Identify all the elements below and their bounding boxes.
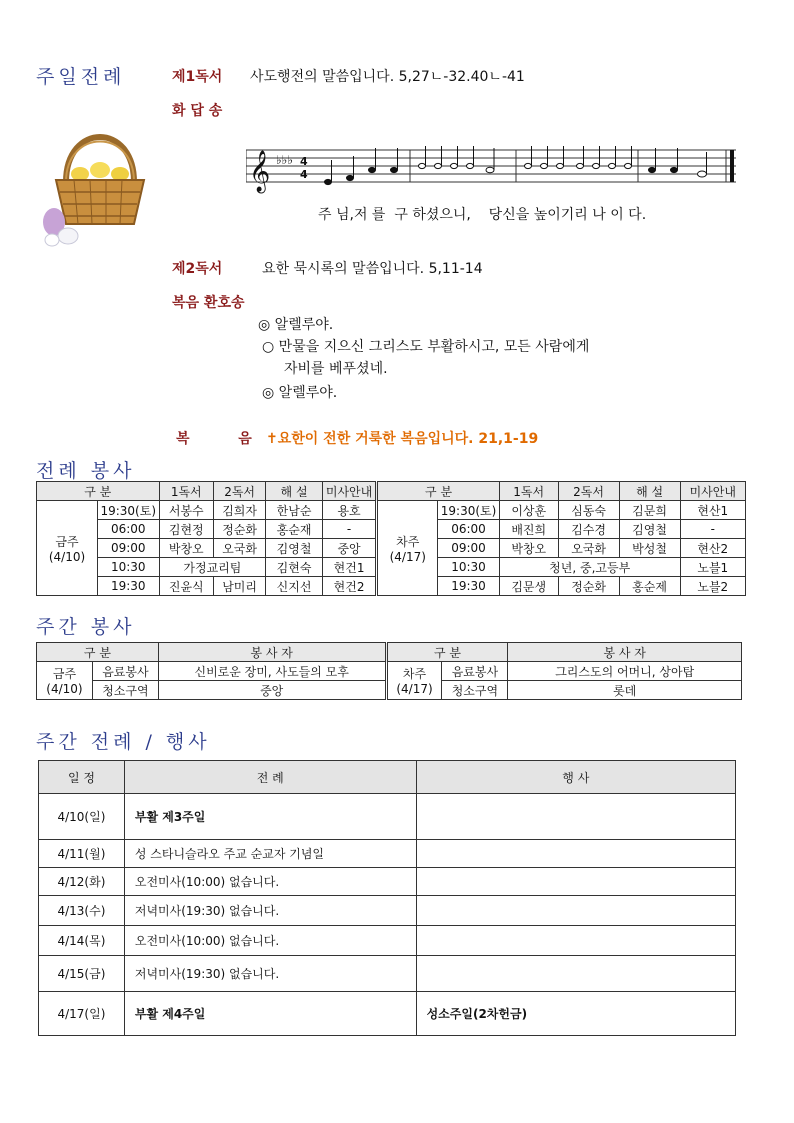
table-row <box>37 501 746 520</box>
table-row <box>39 956 736 992</box>
col-header-commentary: 해 설 <box>619 482 680 501</box>
commentator-cell: 김영철 <box>619 520 680 539</box>
time-cell: 10:30 <box>97 558 159 577</box>
event-cell <box>416 794 735 840</box>
event-cell: 성소주일(2차헌금) <box>416 992 735 1036</box>
reader2-cell: 정순화 <box>558 577 619 596</box>
gospel-text: ✝요한이 전한 거룩한 복음입니다. 21,1-19 <box>266 431 539 447</box>
reader1-cell: 박창오 <box>499 539 558 558</box>
time-cell: 06:00 <box>438 520 500 539</box>
table-row <box>39 992 736 1036</box>
guide-cell: 노블2 <box>680 577 745 596</box>
event-cell <box>416 896 735 926</box>
time-cell: 19:30(토) <box>438 501 500 520</box>
group-label: 금주 <box>52 667 77 681</box>
date-cell: 4/14(목) <box>39 926 125 956</box>
group-date: (4/17) <box>389 549 426 564</box>
reader1-cell: 서봉수 <box>159 501 213 520</box>
svg-text:4: 4 <box>300 155 308 168</box>
role-cell: 청소구역 <box>442 681 508 700</box>
reader2-cell: 김희자 <box>213 501 265 520</box>
guide-cell: 현산2 <box>680 539 745 558</box>
date-cell: 4/12(화) <box>39 868 125 896</box>
reader2-cell: 오국화 <box>213 539 265 558</box>
reading2-text: 요한 묵시록의 말씀입니다. 5,11-14 <box>262 261 483 277</box>
weekly-service-title: 주간 봉사 <box>36 616 136 638</box>
reader1-cell: 이상훈 <box>499 501 558 520</box>
col-header-liturgy: 전 례 <box>124 761 416 794</box>
acclamation-line1: ◎ 알렐루야. <box>258 317 334 333</box>
commentator-cell: 김현숙 <box>266 558 323 577</box>
weekly-service-table <box>36 642 742 700</box>
group-label: 금주 <box>55 534 79 549</box>
col-header-division: 구 분 <box>37 643 159 662</box>
commentator-cell: 홍순제 <box>619 577 680 596</box>
col-header-commentary: 해 설 <box>266 482 323 501</box>
svg-text:4: 4 <box>300 168 308 181</box>
date-cell: 4/13(수) <box>39 896 125 926</box>
liturgy-service-table <box>36 481 746 596</box>
date-cell: 4/15(금) <box>39 956 125 992</box>
col-header-mass-guide: 미사안내 <box>680 482 745 501</box>
reader1-cell: 김문생 <box>499 577 558 596</box>
col-header-mass-guide: 미사안내 <box>322 482 376 501</box>
guide-cell: - <box>680 520 745 539</box>
commentator-cell: 신지선 <box>266 577 323 596</box>
reading1-label: 제1독서 <box>172 69 223 85</box>
time-cell: 09:00 <box>97 539 159 558</box>
gospel-label: 복 음 <box>176 431 252 447</box>
reader2-cell: 심동숙 <box>558 501 619 520</box>
reader1-cell: 김현정 <box>159 520 213 539</box>
reader1-cell: 박창오 <box>159 539 213 558</box>
time-cell: 10:30 <box>438 558 500 577</box>
col-header-division: 구 분 <box>37 482 160 501</box>
reader2-cell: 오국화 <box>558 539 619 558</box>
guide-cell: - <box>322 520 376 539</box>
event-cell <box>416 956 735 992</box>
event-cell <box>416 868 735 896</box>
guide-cell: 현건2 <box>322 577 376 596</box>
liturgy-service-title: 전례 봉사 <box>36 460 136 482</box>
role-cell: 음료봉사 <box>442 662 508 681</box>
guide-cell: 용호 <box>322 501 376 520</box>
volunteer-cell: 신비로운 장미, 사도들의 모후 <box>158 662 386 681</box>
acclamation-line2: ○ 만물을 지으신 그리스도 부활하시고, 모든 사람에게 <box>262 339 590 355</box>
volunteer-cell: 그리스도의 어머니, 상아탑 <box>508 662 742 681</box>
commentator-cell: 한남순 <box>266 501 323 520</box>
col-header-division: 구 분 <box>377 482 500 501</box>
col-header-reading1: 1독서 <box>499 482 558 501</box>
psalm-lyrics: 주 님,저 를 구 하셨으니, 당신을 높이기리 나 이 다. <box>318 207 647 223</box>
liturgy-cell: 부활 제4주일 <box>124 992 416 1036</box>
col-header-reading2: 2독서 <box>213 482 265 501</box>
group-label: 차주 <box>396 534 420 549</box>
table-row <box>37 662 742 681</box>
col-header-volunteers: 봉 사 자 <box>158 643 386 662</box>
reading2-label: 제2독서 <box>172 261 223 277</box>
weekly-events-table <box>38 760 736 1036</box>
time-cell: 19:30 <box>97 577 159 596</box>
liturgy-cell: 오전미사(10:00) 없습니다. <box>124 868 416 896</box>
liturgy-cell: 오전미사(10:00) 없습니다. <box>124 926 416 956</box>
reader1-cell: 진윤식 <box>159 577 213 596</box>
liturgy-cell: 부활 제3주일 <box>124 794 416 840</box>
next-week-cell <box>377 501 438 596</box>
col-header-date: 일 정 <box>39 761 125 794</box>
reader2-cell: 김수경 <box>558 520 619 539</box>
guide-cell: 현산1 <box>680 501 745 520</box>
table-row <box>39 794 736 840</box>
group-label: 차주 <box>402 667 427 681</box>
guide-cell: 노블1 <box>680 558 745 577</box>
svg-text:𝄞: 𝄞 <box>249 151 271 192</box>
table-row <box>39 926 736 956</box>
col-header-event: 행 사 <box>416 761 735 794</box>
col-header-volunteers: 봉 사 자 <box>508 643 742 662</box>
reading1-text: 사도행전의 말씀입니다. 5,27ㄴ-32.40ㄴ-41 <box>250 69 525 85</box>
group-date: (4/17) <box>396 682 433 696</box>
group-date: (4/10) <box>48 549 86 564</box>
acclamation-label: 복음 환호송 <box>172 295 245 311</box>
time-cell: 19:30(토) <box>97 501 159 520</box>
liturgy-cell: 저녁미사(19:30) 없습니다. <box>124 896 416 926</box>
col-header-division: 구 분 <box>386 643 508 662</box>
table-row <box>39 896 736 926</box>
readers-merged-cell: 청년, 중,고등부 <box>499 558 680 577</box>
acclamation-line3: 자비를 베푸셨네. <box>284 361 388 377</box>
commentator-cell: 김영철 <box>266 539 323 558</box>
sunday-liturgy-title: 주일전례 <box>36 66 126 88</box>
reader2-cell: 정순화 <box>213 520 265 539</box>
reader1-cell: 배진희 <box>499 520 558 539</box>
time-cell: 19:30 <box>438 577 500 596</box>
time-cell: 09:00 <box>438 539 500 558</box>
role-cell: 음료봉사 <box>92 662 158 681</box>
volunteer-cell: 롯데 <box>508 681 742 700</box>
weekly-events-title: 주간 전례 / 행사 <box>36 731 211 753</box>
date-cell: 4/10(일) <box>39 794 125 840</box>
commentator-cell: 홍순재 <box>266 520 323 539</box>
commentator-cell: 김문희 <box>619 501 680 520</box>
col-header-reading2: 2독서 <box>558 482 619 501</box>
acclamation-line4: ◎ 알렐루야. <box>262 385 338 401</box>
music-score-icon <box>246 140 744 196</box>
event-cell <box>416 926 735 956</box>
next-week-cell <box>386 662 442 700</box>
event-cell <box>416 840 735 868</box>
volunteer-cell: 중앙 <box>158 681 386 700</box>
guide-cell: 중앙 <box>322 539 376 558</box>
easter-basket-icon <box>38 112 160 250</box>
date-cell: 4/17(일) <box>39 992 125 1036</box>
psalm-label: 화 답 송 <box>172 103 223 119</box>
table-row <box>39 868 736 896</box>
role-cell: 청소구역 <box>92 681 158 700</box>
table-row <box>39 840 736 868</box>
reader2-cell: 남미리 <box>213 577 265 596</box>
liturgy-cell: 성 스타니슬라오 주교 순교자 기념일 <box>124 840 416 868</box>
col-header-reading1: 1독서 <box>159 482 213 501</box>
group-date: (4/10) <box>46 682 83 696</box>
this-week-cell <box>37 501 98 596</box>
readers-merged-cell: 가정교리팀 <box>159 558 266 577</box>
guide-cell: 현건1 <box>322 558 376 577</box>
svg-text:♭♭♭: ♭♭♭ <box>276 153 293 167</box>
liturgy-cell: 저녁미사(19:30) 없습니다. <box>124 956 416 992</box>
commentator-cell: 박성철 <box>619 539 680 558</box>
this-week-cell <box>37 662 93 700</box>
date-cell: 4/11(월) <box>39 840 125 868</box>
time-cell: 06:00 <box>97 520 159 539</box>
